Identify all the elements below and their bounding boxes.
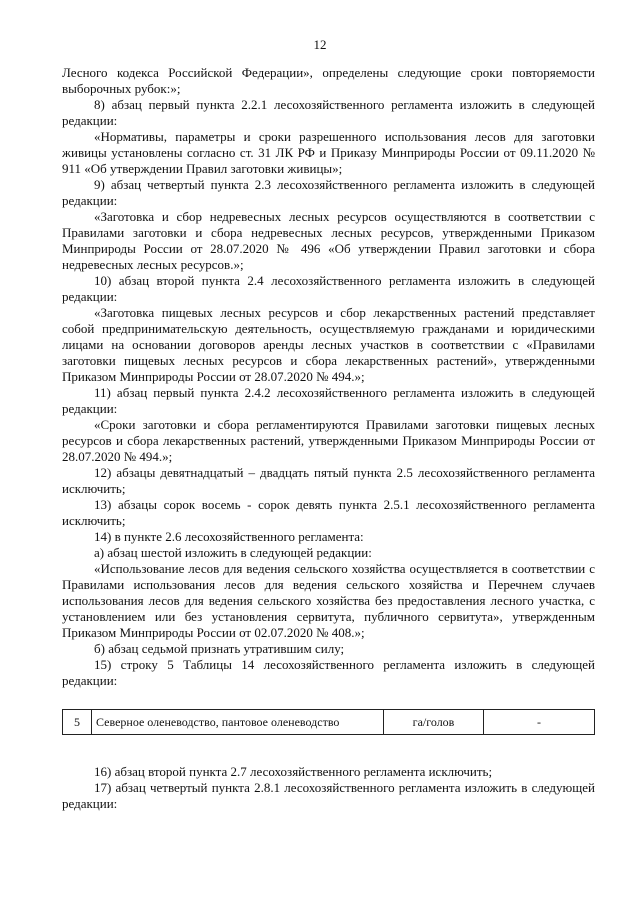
paragraph: 17) абзац четвертый пункта 2.8.1 лесохозяйственного регламента изложить в следующей редакции: <box>62 780 595 811</box>
paragraph: 9) абзац четвертый пункта 2.3 лесохозяйственного регламента изложить в следующей редакции: <box>62 177 595 208</box>
paragraph: 13) абзацы сорок восемь - сорок девять пункта 2.5.1 лесохозяйственного регламента исключить; <box>62 497 595 528</box>
page-number: 12 <box>313 37 327 52</box>
paragraph: «Заготовка пищевых лесных ресурсов и сбор лекарственных растений представляет собой предпринимательскую деятельность, осуществляемую гражданами и юридическими лицами на основании договоров аренды лесных участков в соответствии с «Правилами заготовки пищевых лесных ресурсов и сбора лекарственных растений», утвержденными Приказом Минприроды России от 28.07.2020 № 494.»; <box>62 305 595 384</box>
paragraph: 14) в пункте 2.6 лесохозяйственного регламента: <box>94 529 364 544</box>
paragraph: а) абзац шестой изложить в следующей редакции: <box>94 545 372 560</box>
paragraph: 11) абзац первый пункта 2.4.2 лесохозяйственного регламента изложить в следующей редакции: <box>62 385 595 416</box>
paragraph: «Использование лесов для ведения сельского хозяйства осуществляется в соответствии с Правилами использования лесов для ведения сельского хозяйства и Перечнем случаев использования лесов для ведения сельского хозяйства без предоставления лесного участка, с установлением или без установления сервитута, публичного сервитута», утвержденным Приказом Минприроды России от 02.07.2020 № 408.»; <box>62 561 595 640</box>
paragraph: 12) абзацы девятнадцатый – двадцать пятый пункта 2.5 лесохозяйственного регламента исключить; <box>62 465 595 496</box>
paragraph: б) абзац седьмой признать утратившим силу; <box>94 641 345 656</box>
table-14-row <box>62 709 595 735</box>
paragraphs-bottom <box>62 764 595 812</box>
paragraph: 8) абзац первый пункта 2.2.1 лесохозяйственного регламента изложить в следующей редакции: <box>62 97 595 128</box>
table-cell-unit: га/голов <box>384 710 484 735</box>
table-cell-number: 5 <box>63 710 92 735</box>
paragraph: 10) абзац второй пункта 2.4 лесохозяйственного регламента изложить в следующей редакции: <box>62 273 595 304</box>
paragraph: 15) строку 5 Таблицы 14 лесохозяйственного регламента изложить в следующей редакции: <box>62 657 595 688</box>
paragraph: 16) абзац второй пункта 2.7 лесохозяйственного регламента исключить; <box>94 764 493 779</box>
paragraphs-top <box>62 65 595 689</box>
paragraph: «Нормативы, параметры и сроки разрешенного использования лесов для заготовки живицы установлены согласно ст. 31 ЛК РФ и Приказу Минприроды России от 09.11.2020 № 911 «Об утверждении Правил заготовки живицы»; <box>62 129 595 176</box>
paragraph: «Сроки заготовки и сбора регламентируются Правилами заготовки пищевых лесных ресурсов и сбора лекарственных растений, утвержденными Приказом Минприроды России от 28.07.2020 № 494.»; <box>62 417 595 464</box>
paragraph: «Заготовка и сбор недревесных лесных ресурсов осуществляются в соответствии с Правилами заготовки и сбора недревесных лесных ресурсов, утвержденными Приказом Минприроды России от 28.07.2020 № 496 «Об утверждении Правил заготовки и сбора недревесных лесных ресурсов.»; <box>62 209 595 272</box>
document-body <box>62 65 595 812</box>
table-14-row-wrapper <box>62 709 595 735</box>
table-cell-name: Северное оленеводство, пантовое оленеводство <box>92 710 384 735</box>
paragraph: Лесного кодекса Российской Федерации», определены следующие сроки повторяемости выборочных рубок:»; <box>62 65 595 96</box>
table-cell-value: - <box>484 710 595 735</box>
table-row <box>63 710 595 735</box>
